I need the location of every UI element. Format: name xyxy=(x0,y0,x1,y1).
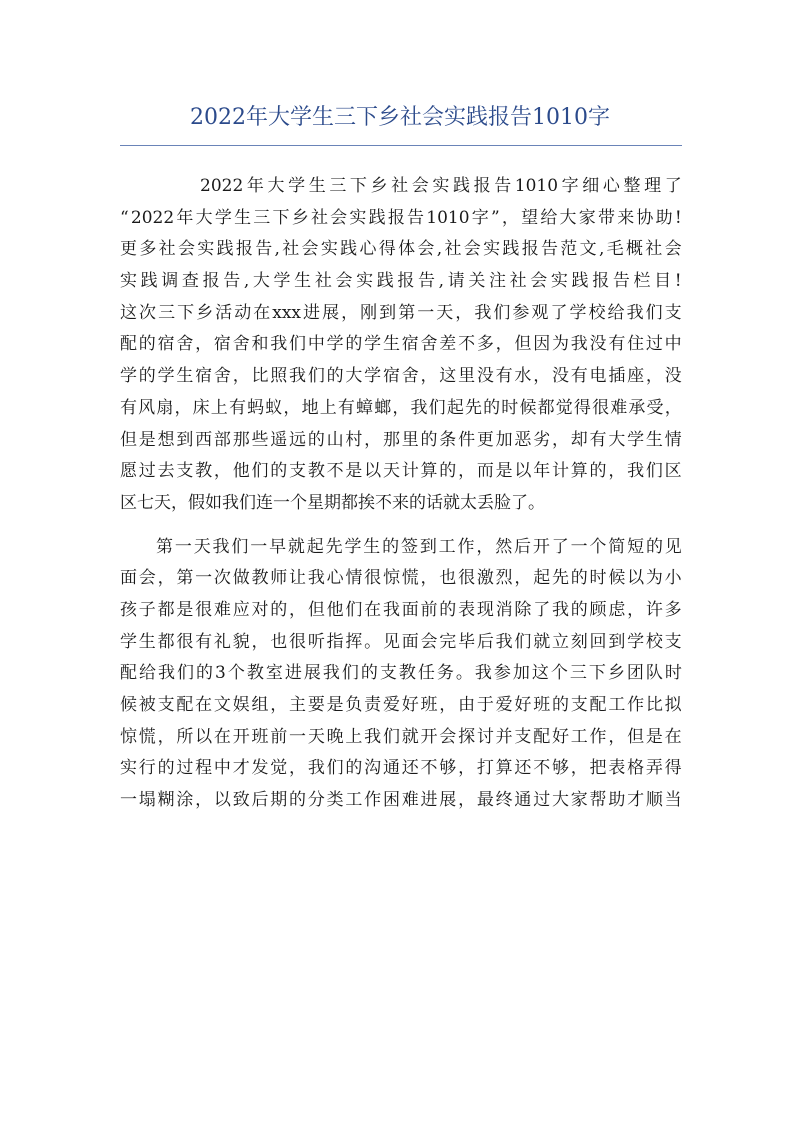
text-line: 2022 年 大 学 生 三 下 乡 社 会 实 践 报 告 1010 字 细 心 整 理 了 xyxy=(200,176,682,196)
text-line: 配 的 宿 舍 ， 宿 舍 和 我 们 中 学 的 学 生 宿 舍 差 不 多 ， 但 因 为 我 没 有 住 过 中 xyxy=(120,334,682,355)
text-line: 这 次 三 下 乡 活 动 在 xxx 进 展 ， 刚 到 第 一 天 ， 我 们 参 观 了 学 校 给 我 们 支 xyxy=(120,302,682,323)
document-title: 2022年大学生三下乡社会实践报告1010字 xyxy=(190,105,610,130)
text-line: 愿 过 去 支 教 ， 他 们 的 支 教 不 是 以 天 计 算 的 ， 而 是 以 年 计 算 的 ， 我 们 区 xyxy=(120,461,682,482)
text-line: 学 生 都 很 有 礼 貌 ， 也 很 听 指 挥 。 见 面 会 完 毕 后 我 们 就 立 刻 回 到 学 校 支 xyxy=(120,631,682,652)
text-line: 实 践 调 查 报 告 , 大 学 生 社 会 实 践 报 告 , 请 关 注 社 会 实 践 报 告 栏 目 ! xyxy=(120,271,682,292)
text-line: 但 是 想 到 西 部 那 些 遥 远 的 山 村 ， 那 里 的 条 件 更 加 恶 劣 ， 却 有 大 学 生 情 xyxy=(120,429,682,450)
text-line: “ 2022 年 大 学 生 三 下 乡 社 会 实 践 报 告 1010 字 ” ， 望 给 大 家 带 来 协 助 ! xyxy=(120,207,682,228)
text-line: 配 给 我 们 的 3 个 教 室 进 展 我 们 的 支 教 任 务 。 我 参 加 这 个 三 下 乡 团 队 时 xyxy=(120,663,682,684)
document-body xyxy=(120,171,682,817)
paragraph-2 xyxy=(120,532,682,817)
text-line: 有 风 扇 ， 床 上 有 蚂 蚁 ， 地 上 有 蟑 螂 ， 我 们 起 先 的 时 候 都 觉 得 很 难 承 受 ， xyxy=(120,397,682,418)
paragraph-1 xyxy=(120,171,682,520)
text-line: 候 被 支 配 在 文 娱 组 ， 主 要 是 负 责 爱 好 班 ， 由 于 爱 好 班 的 支 配 工 作 比 拟 xyxy=(120,695,682,715)
text-line: 第 一 天 我 们 一 早 就 起 先 学 生 的 签 到 工 作 ， 然 后 开 了 一 个 简 短 的 见 xyxy=(156,536,682,557)
text-line: 惊 慌 ， 所 以 在 开 班 前 一 天 晚 上 我 们 就 开 会 探 讨 并 支 配 好 工 作 ， 但 是 在 xyxy=(120,726,682,747)
text-line: 一 塌 糊 涂 ， 以 致 后 期 的 分 类 工 作 困 难 进 展 ， 最 终 通 过 大 家 帮 助 才 顺 当 xyxy=(120,790,682,811)
text-line: 更 多 社 会 实 践 报 告 , 社 会 实 践 心 得 体 会 , 社 会 实 践 报 告 范 文 , 毛 概 社 会 xyxy=(120,239,682,260)
text-line: 学 的 学 生 宿 舍 ， 比 照 我 们 的 大 学 宿 舍 ， 这 里 没 有 水 ， 没 有 电 插 座 ， 没 xyxy=(120,366,682,387)
title-divider xyxy=(120,145,682,146)
text-line: 孩 子 都 是 很 难 应 对 的 ， 但 他 们 在 我 面 前 的 表 现 消 除 了 我 的 顾 虑 ， 许 多 xyxy=(120,599,682,620)
text-line: 面 会 ， 第 一 次 做 教 师 让 我 心 情 很 惊 慌 ， 也 很 激 烈 ， 起 先 的 时 候 以 为 小 xyxy=(120,568,682,589)
text-line: 区七天，假如我们连一个星期都挨不来的话就太丢脸了。 xyxy=(120,492,545,513)
text-line: 实 行 的 过 程 中 才 发 觉 ， 我 们 的 沟 通 还 不 够 ， 打 算 还 不 够 ， 把 表 格 弄 得 xyxy=(120,758,682,779)
